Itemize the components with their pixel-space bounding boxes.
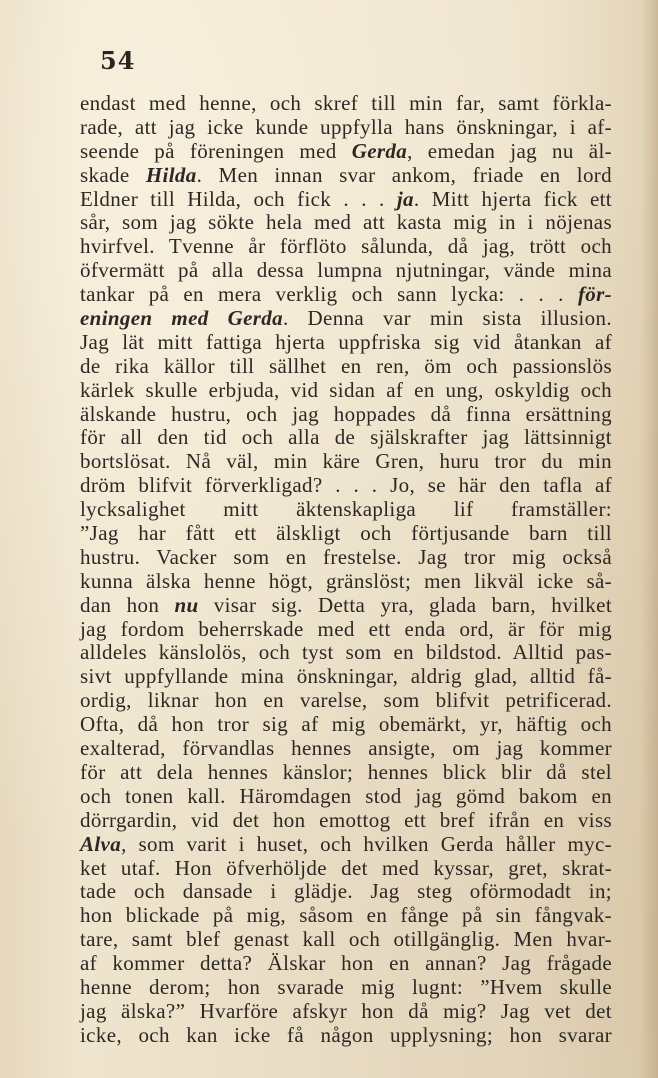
text-line bbox=[80, 928, 612, 952]
italic-text: Gerda bbox=[351, 138, 408, 163]
text-span: . Men innan svar ankom, friade en lord bbox=[196, 162, 612, 187]
text-line bbox=[80, 785, 612, 809]
text-span: bortslösat. Nå väl, min käre Gren, huru tror du min bbox=[80, 449, 612, 474]
text-line bbox=[80, 737, 612, 761]
text-line bbox=[80, 713, 612, 737]
text-line bbox=[80, 116, 612, 140]
text-line bbox=[80, 235, 612, 259]
italic-text: nu bbox=[174, 592, 199, 617]
text-span: jag fordom beherrskade med ett enda ord, är för mig bbox=[80, 616, 612, 641]
text-line bbox=[80, 211, 612, 235]
text-span: Eldner till Hilda, och fick . . . bbox=[80, 186, 397, 211]
text-span: hustru. Vacker som en frestelse. Jag tror mig också bbox=[80, 544, 612, 569]
text-line bbox=[80, 140, 612, 164]
text-line bbox=[80, 355, 612, 379]
text-line bbox=[80, 164, 612, 188]
text-line bbox=[80, 92, 612, 116]
text-span: Ofta, då hon tror sig af mig obemärkt, yr, häftig och bbox=[80, 712, 612, 737]
text-span: skade bbox=[80, 162, 146, 187]
text-line bbox=[80, 259, 612, 283]
text-line bbox=[80, 1024, 612, 1048]
text-span: dörrgardin, vid det hon emottog ett bref ifrån en viss bbox=[80, 807, 612, 832]
text-line bbox=[80, 904, 612, 928]
text-span: ”Jag har fått ett älskligt och förtjusande barn till bbox=[80, 521, 612, 546]
text-line bbox=[80, 546, 612, 570]
text-span: endast med henne, och skref till min far, samt förkla- bbox=[80, 91, 612, 115]
text-span: , emedan jag nu äl- bbox=[407, 138, 612, 163]
text-line bbox=[80, 689, 612, 713]
page-edge-shadow bbox=[640, 0, 658, 1078]
text-line bbox=[80, 307, 612, 331]
text-line bbox=[80, 641, 612, 665]
text-line bbox=[80, 283, 612, 307]
text-span: för att dela hennes känslor; hennes blick blir då stel bbox=[80, 759, 612, 784]
text-line bbox=[80, 188, 612, 212]
text-line bbox=[80, 426, 612, 450]
text-span: och tonen kall. Häromdagen stod jag gömd bakom en bbox=[80, 783, 612, 808]
text-line bbox=[80, 570, 612, 594]
text-span: dan hon bbox=[80, 592, 175, 617]
text-span: seende på föreningen med bbox=[80, 138, 352, 163]
text-span: , som varit i huset, och hvilken Gerda håller myc- bbox=[121, 831, 612, 856]
text-span: henne derom; hon svarade mig lugnt: ”Hvem skulle bbox=[80, 974, 612, 999]
text-line bbox=[80, 880, 612, 904]
text-line bbox=[80, 498, 612, 522]
text-line bbox=[80, 450, 612, 474]
italic-text: ja bbox=[396, 186, 414, 211]
text-line bbox=[80, 833, 612, 857]
text-span: ket utaf. Hon öfverhöljde det med kyssar, gret, skrat- bbox=[80, 855, 612, 880]
text-span: dröm blifvit förverkligad? . . . Jo, se här den tafla af bbox=[80, 473, 612, 498]
page-number: 54 bbox=[100, 46, 136, 75]
text-span: alldeles känslolös, och tyst som en bildstod. Alltid pas- bbox=[80, 640, 612, 665]
text-span: hvirfvel. Tvenne år förflöto sålunda, då jag, trött och bbox=[80, 234, 612, 259]
text-line bbox=[80, 976, 612, 1000]
text-span: tankar på en mera verklig och sann lycka: . . . bbox=[80, 282, 578, 307]
text-span: exalterad, förvandlas hennes ansigte, om jag kommer bbox=[80, 736, 612, 761]
text-span: ordig, liknar hon en varelse, som blifvit petrificerad. bbox=[80, 688, 612, 713]
text-span: tade och dansade i glädje. Jag steg oförmodadt in; bbox=[80, 879, 612, 904]
text-span: icke, och kan icke få någon upplysning; hon svarar bbox=[80, 1022, 612, 1047]
text-line bbox=[80, 403, 612, 427]
text-line bbox=[80, 474, 612, 498]
text-span: kärlek skulle erbjuda, vid sidan af en ung, oskyldig och bbox=[80, 377, 612, 402]
body-text bbox=[80, 92, 612, 1048]
text-span: rade, att jag icke kunde uppfylla hans önskningar, i af- bbox=[80, 114, 612, 139]
text-line bbox=[80, 809, 612, 833]
text-line bbox=[80, 857, 612, 881]
text-span: af kommer detta? Älskar hon en annan? Jag frågade bbox=[80, 951, 612, 976]
text-span: tare, samt blef genast kall och otillgänglig. Men hvar- bbox=[80, 927, 612, 952]
text-span: de rika källor till sällhet en ren, öm och passionslös bbox=[80, 353, 612, 378]
text-line bbox=[80, 952, 612, 976]
text-line bbox=[80, 594, 612, 618]
text-span: visar sig. Detta yra, glada barn, hvilket bbox=[198, 592, 613, 617]
italic-text: Hilda bbox=[145, 162, 197, 187]
text-line bbox=[80, 1000, 612, 1024]
text-span: Jag lät mitt fattiga hjerta uppfriska sig vid åtankan af bbox=[80, 329, 612, 354]
text-span: . Mitt hjerta fick ett bbox=[413, 186, 612, 211]
text-span: hon blickade på mig, såsom en fånge på sin fångvak- bbox=[80, 903, 612, 928]
text-span: kunna älska henne högt, gränslöst; men likväl icke så- bbox=[80, 568, 612, 593]
text-span: för all den tid och alla de själskrafter jag lättsinnigt bbox=[80, 425, 612, 450]
text-line bbox=[80, 522, 612, 546]
text-span: öfvermätt på alla dessa lumpna njutningar, vände mina bbox=[80, 258, 612, 283]
text-line bbox=[80, 379, 612, 403]
italic-text: Alva bbox=[80, 831, 122, 856]
italic-text: för- bbox=[577, 282, 612, 307]
text-line bbox=[80, 761, 612, 785]
text-span: lycksalighet mitt äktenskapliga lif framställer: bbox=[80, 497, 612, 522]
text-span: sår, som jag sökte hela med att kasta mig in i nöjenas bbox=[80, 210, 612, 235]
text-line bbox=[80, 331, 612, 355]
text-line bbox=[80, 618, 612, 642]
text-span: sivt uppfyllande mina önskningar, aldrig glad, alltid få- bbox=[80, 664, 612, 689]
text-line bbox=[80, 665, 612, 689]
text-span: älskande hustru, och jag hoppades då finna ersättning bbox=[80, 401, 612, 426]
text-span: . Denna var min sista illusion. bbox=[282, 306, 612, 331]
italic-text: eningen med Gerda bbox=[80, 306, 283, 331]
text-span: jag älska?” Hvarföre afskyr hon då mig? Jag vet det bbox=[80, 998, 612, 1023]
